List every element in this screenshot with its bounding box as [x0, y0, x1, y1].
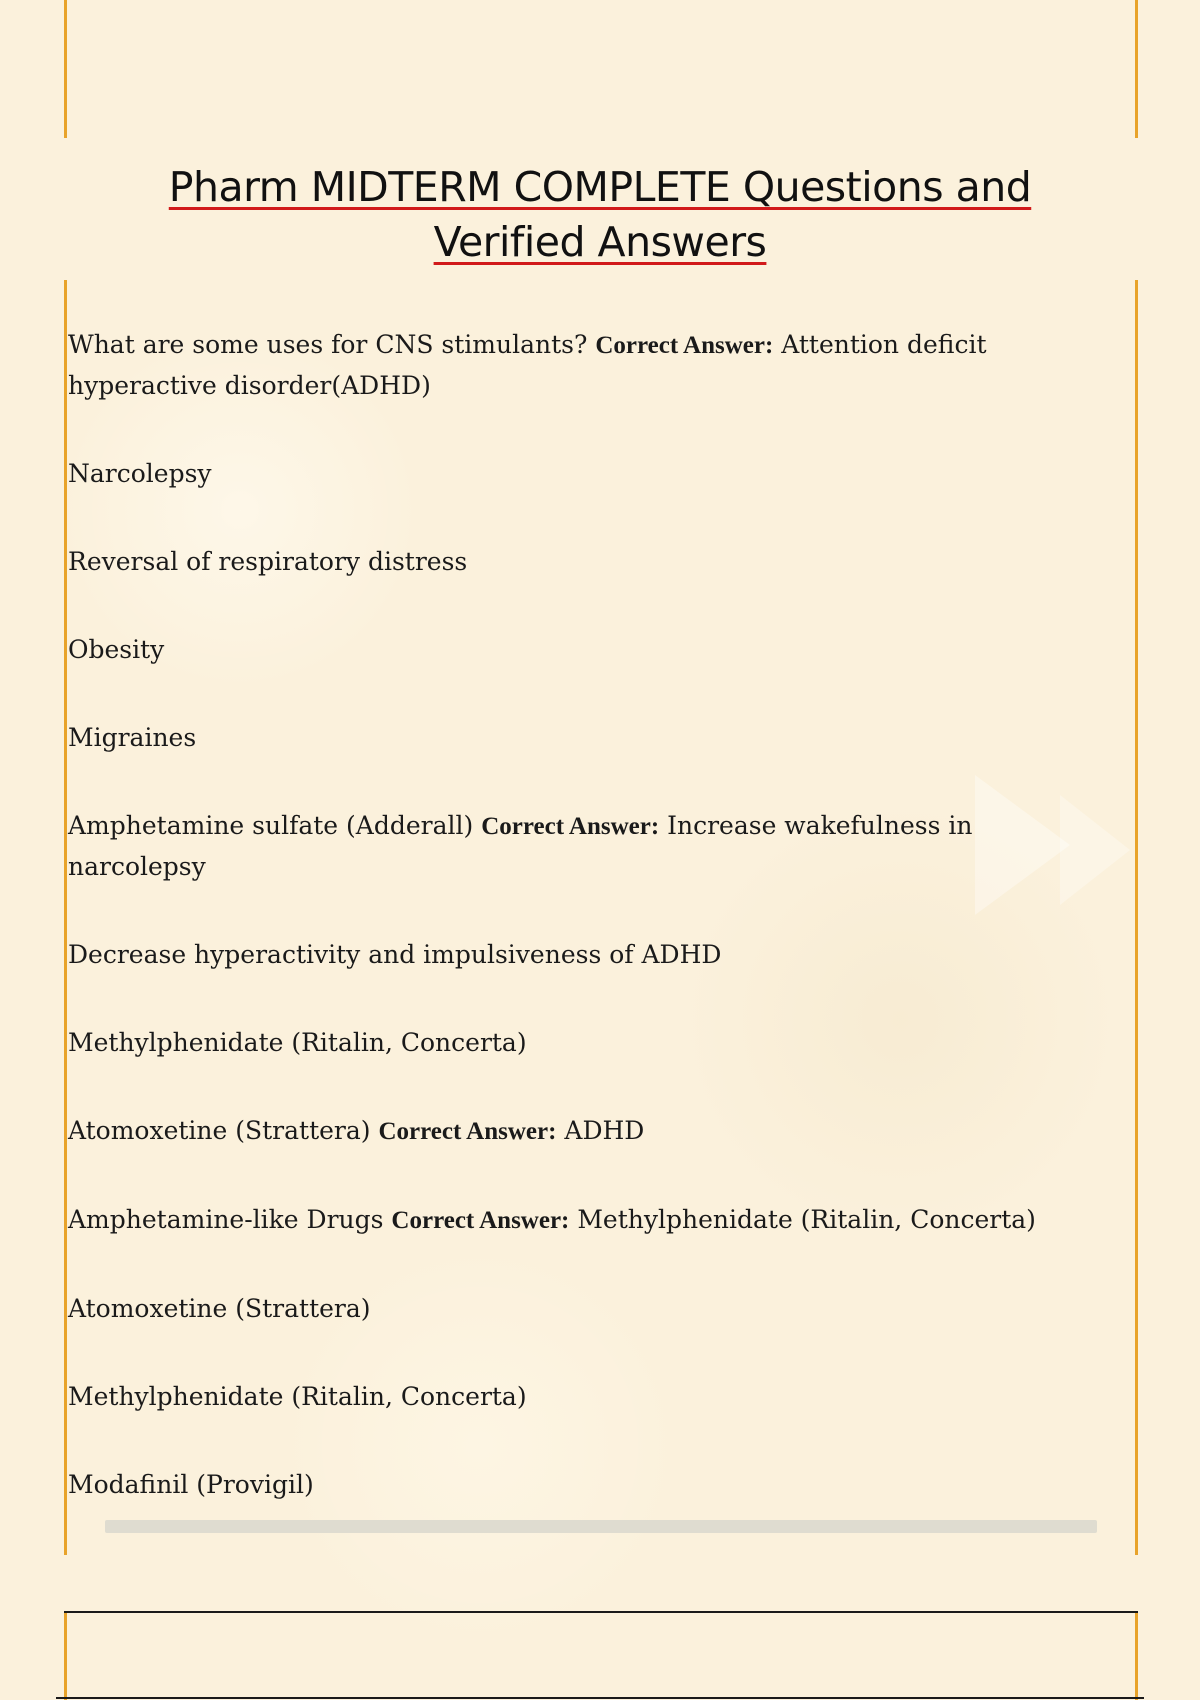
answer-line: Narcolepsy [68, 459, 212, 488]
border-line-top-left [64, 0, 67, 138]
answer-text: Methylphenidate (Ritalin, Concerta) [577, 1205, 1036, 1234]
answer-line: Methylphenidate (Ritalin, Concerta) [68, 1382, 527, 1411]
question-text: Amphetamine sulfate (Adderall) [68, 811, 474, 840]
answer-text: Attention deficit hyperactive disorder(ADHD) [68, 330, 987, 400]
page-title-text: Pharm MIDTERM COMPLETE Questions and Verified Answers [168, 163, 1032, 266]
question-text: Amphetamine-like Drugs [68, 1205, 384, 1234]
page-title [100, 160, 1100, 270]
page-divider [64, 1611, 1138, 1613]
question-text: What are some uses for CNS stimulants? [68, 330, 588, 359]
correct-answer-label: Correct Answer: [595, 332, 774, 359]
qa-item [68, 1111, 1118, 1152]
correct-answer-label: Correct Answer: [391, 1207, 570, 1234]
qa-item [68, 806, 1118, 887]
answer-text: Increase wakefulness in narcolepsy [68, 811, 973, 881]
horizontal-scrollbar[interactable] [105, 1520, 1097, 1533]
answer-line: Decrease hyperactivity and impulsiveness of ADHD [68, 940, 722, 969]
answer-line: Obesity [68, 635, 165, 664]
answer-text: ADHD [564, 1116, 645, 1145]
page-base-line [56, 1697, 1144, 1699]
question-text: Atomoxetine (Strattera) [68, 1116, 371, 1145]
border-line-left [64, 280, 67, 1555]
qa-content [68, 325, 1118, 1553]
border-line-top-right [1135, 0, 1138, 138]
qa-item [68, 1200, 1118, 1241]
correct-answer-label: Correct Answer: [378, 1118, 557, 1145]
answer-line: Atomoxetine (Strattera) [68, 1294, 371, 1323]
border-line-bottom-left [64, 1612, 67, 1700]
qa-item [68, 325, 1118, 406]
answer-line: Migraines [68, 723, 197, 752]
answer-line: Methylphenidate (Ritalin, Concerta) [68, 1028, 527, 1057]
answer-line: Reversal of respiratory distress [68, 547, 468, 576]
border-line-right [1135, 280, 1138, 1555]
correct-answer-label: Correct Answer: [481, 813, 660, 840]
answer-line: Modafinil (Provigil) [68, 1470, 314, 1499]
border-line-bottom-right [1135, 1612, 1138, 1700]
